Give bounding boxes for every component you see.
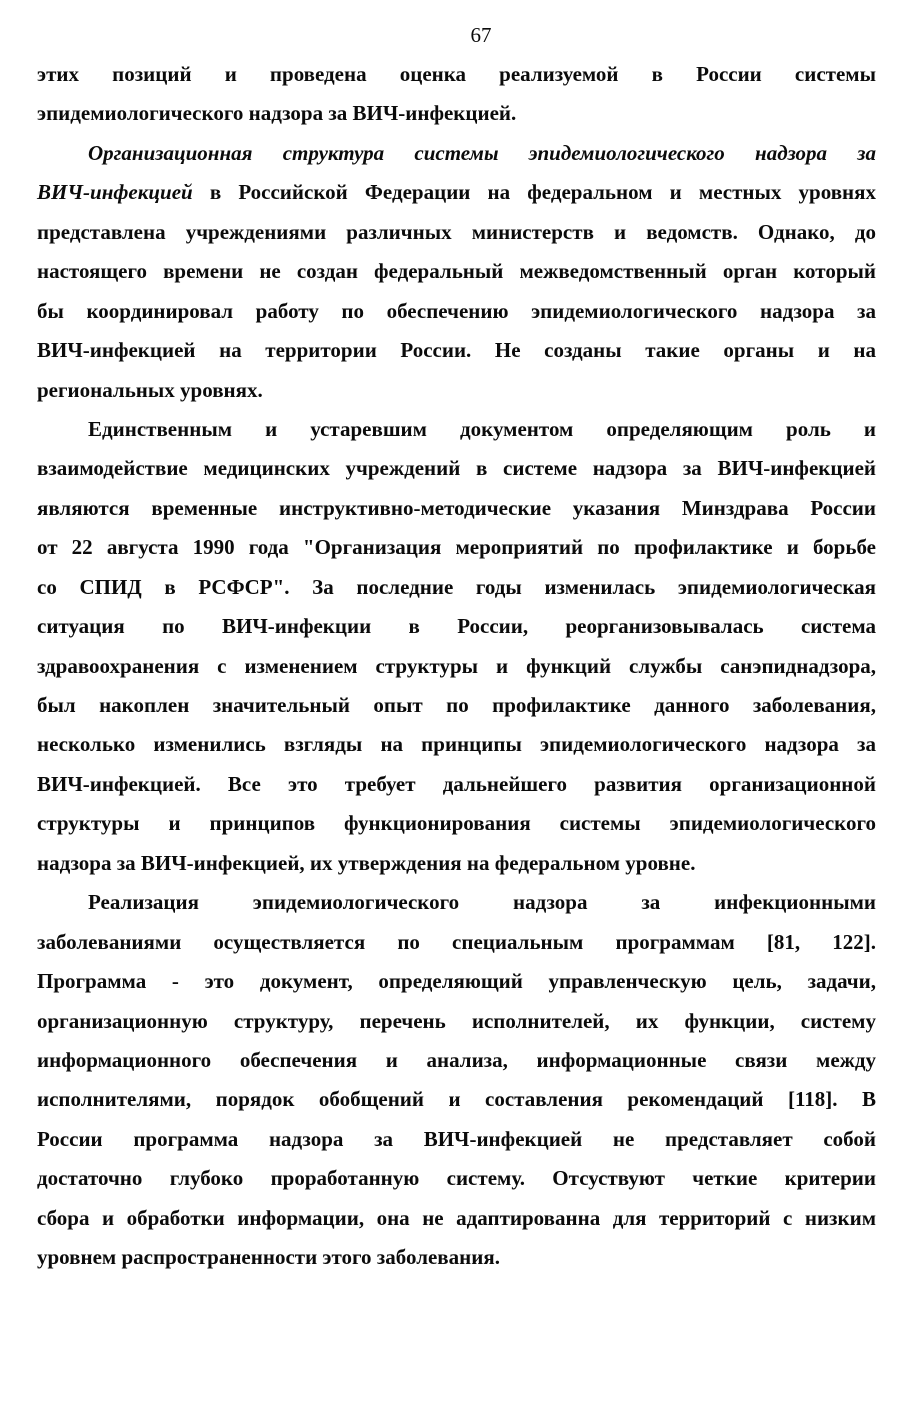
body-text [37,55,876,1278]
text-line: от 22 августа 1990 года "Организация мероприятий по профилактике и борьбе [37,535,876,560]
text-line: надзора за ВИЧ-инфекцией, их утверждения на федеральном уровне. [37,850,696,875]
text-line: сбора и обработки информации, она не адаптированна для территорий с низким [37,1205,876,1230]
text-line: со СПИД в РСФСР". За последние годы изменилась эпидемиологическая [37,574,876,599]
text-line: представлена учреждениями различных министерств и ведомств. Однако, до [37,219,876,244]
text-line: этих позиций и проведена оценка реализуемой в России системы [37,62,876,86]
text-line: Реализация эпидемиологического надзора за инфекционными [88,890,876,915]
text-line: являются временные инструктивно-методические указания Минздрава России [37,495,876,520]
italic-heading-text: Организационная структура системы эпидемиологического надзора за [88,140,876,165]
text-line: ВИЧ-инфекцией. Все это требует дальнейшего развития организационной [37,771,876,796]
text-line: уровнем распространенности этого заболевания. [37,1245,500,1270]
text-line: несколько изменились взгляды на принципы эпидемиологического надзора за [37,732,876,757]
text-line: структуры и принципов функционирования системы эпидемиологического [37,811,876,836]
text-line: бы координировал работу по обеспечению эпидемиологического надзора за [37,298,876,323]
page-number: 67 [470,23,492,47]
line-text: в Российской Федерации на федеральном и местных уровнях [209,180,876,205]
text-line: информационного обеспечения и анализа, информационные связи между [37,1047,876,1072]
text-line: региональных уровнях. [37,377,263,402]
text-line: организационную структуру, перечень исполнителей, их функции, систему [37,1008,876,1033]
paragraph [37,134,876,410]
paragraph [37,55,876,134]
text-line: настоящего времени не создан федеральный межведомственный орган который [37,259,876,284]
paragraph [37,410,876,883]
text-line: Единственным и устаревшим документом определяющим роль и [88,416,876,441]
text-line: эпидемиологического надзора за ВИЧ-инфекцией. [37,101,517,126]
text-line: здравоохранения с изменением структуры и функций службы санэпиднадзора, [37,653,876,678]
text-line: достаточно глубоко проработанную систему. Отсуствуют четкие критерии [37,1166,876,1191]
text-line: Программа - это документ, определяющий управленческую цель, задачи, [37,969,876,994]
italic-heading-text: ВИЧ-инфекцией [37,180,193,205]
text-line: был накоплен значительный опыт по профилактике данного заболевания, [37,693,876,717]
text-line: взаимодействие медицинских учреждений в системе надзора за ВИЧ-инфекцией [37,456,876,481]
text-line [37,173,876,212]
paragraph [37,883,876,1277]
text-line: заболеваниями осуществляется по специальным программам [81, 122]. [37,929,876,954]
text-line: ситуация по ВИЧ-инфекции в России, реорганизовывалась система [37,614,876,639]
text-line: ВИЧ-инфекцией на территории России. Не созданы такие органы и на [37,338,876,363]
text-line: исполнителями, порядок обобщений и составления рекомендаций [118]. В [37,1087,876,1112]
text-line: России программа надзора за ВИЧ-инфекцией не представляет собой [37,1126,876,1151]
text-line [37,134,876,173]
